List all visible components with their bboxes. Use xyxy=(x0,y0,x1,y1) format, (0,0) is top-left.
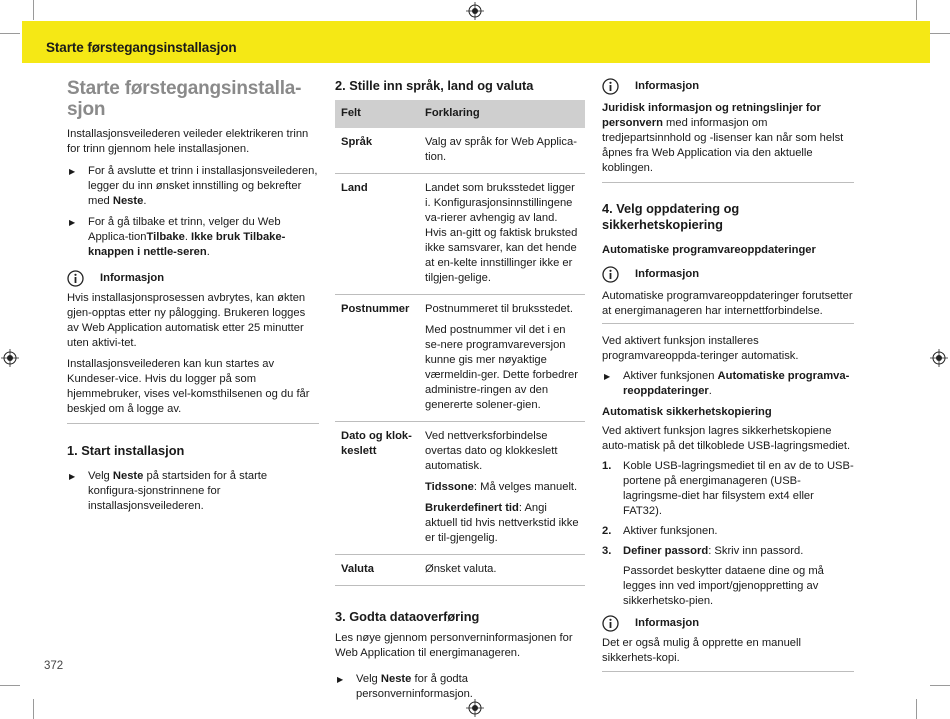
crop-mark xyxy=(33,699,34,719)
info-text: Det er også mulig å opprette en manuell sikkerhets-kopi. xyxy=(602,637,802,664)
bullet-triangle-icon: ▶ xyxy=(69,472,76,481)
registration-mark-icon xyxy=(1,349,19,367)
divider xyxy=(602,323,854,324)
column-middle xyxy=(335,78,585,708)
section-heading: 3. Godta dataoverføring xyxy=(335,609,480,624)
divider xyxy=(67,423,319,424)
table-cell-field: Språk xyxy=(335,128,419,174)
table-row xyxy=(335,555,585,586)
info-icon xyxy=(602,615,619,632)
bullet-item: ▶ For å gå tilbake et trinn, velger du Web Applica-tionTilbake. Ikke bruk Tilbake-knappen i nettle-seren. xyxy=(69,216,286,258)
crop-mark xyxy=(33,0,34,20)
crop-mark xyxy=(930,685,950,686)
bullet-item: ▶ Aktiver funksjonen Automatiske programva-reoppdateringer. xyxy=(604,370,850,397)
bullet-item: ▶ Velg Neste på startsiden for å starte konfigura-sjonstrinnene for installasjonsveilederen. xyxy=(69,470,268,512)
page-number: 372 xyxy=(44,660,64,672)
crop-mark xyxy=(0,685,20,686)
section-heading: 2. Stille inn språk, land og valuta xyxy=(335,78,534,93)
divider xyxy=(602,671,854,672)
info-text: Installasjonsveilederen kan kun startes av Kundeser-vice. Hvis du logger på som hjemmebruker, vises vel-komsthilsenen og du får beskjed om å logge av. xyxy=(67,358,310,415)
bullet-triangle-icon: ▶ xyxy=(337,675,344,684)
table-cell-explanation: Valg av språk for Web Applica-tion. xyxy=(419,128,585,174)
table-header-row xyxy=(335,100,585,128)
table-row xyxy=(335,174,585,295)
section-heading: 4. Velg oppdatering og sikkerhetskopiering xyxy=(602,201,740,232)
info-text: Juridisk informasjon og retningslinjer for personvern med informasjon om tredjepartsinnhold og -lisenser kan når som helst åpnes fra Web Application via den aktuelle koblingen. xyxy=(602,102,844,174)
body-text: Ved aktivert funksjon lagres sikkerhetskopiene auto-matisk på det tilkoblede USB-lagringsmediet. xyxy=(602,425,851,452)
info-header xyxy=(602,266,854,283)
divider xyxy=(602,182,854,183)
registration-mark-icon xyxy=(466,2,484,20)
running-header-title: Starte førstegangsinstallasjon xyxy=(46,40,237,55)
numbered-step: 1. Koble USB-lagringsmediet til en av de to USB-portene på energimanageren (USB-lagringsme-diet har filsystem ext4 eller FAT32). xyxy=(602,460,854,517)
bullet-triangle-icon: ▶ xyxy=(69,218,76,227)
info-icon xyxy=(602,78,619,95)
table-cell-field: Land xyxy=(335,174,419,295)
info-icon xyxy=(602,266,619,283)
info-label: Informasjon xyxy=(635,617,700,629)
subsection-heading: Automatisk sikkerhetskopiering xyxy=(602,406,772,418)
info-header xyxy=(67,270,319,287)
info-icon xyxy=(67,270,84,287)
table-cell-field: Postnummer xyxy=(335,295,419,422)
step-note: Passordet beskytter dataene dine og må legges inn ved import/gjenoppretting av sikkerhetsko-pien. xyxy=(623,565,824,607)
numbered-step: 3. Definer passord: Skriv inn passord. xyxy=(602,545,804,557)
table-cell-explanation: Postnummeret til bruksstedet. Med postnummer vil det i en se-nere programvareversjon kunne gis mer nøyaktige værmeldin-ger. Dette forbedrer administre-ringen av den genererte solener-gien. xyxy=(419,295,585,422)
crop-mark xyxy=(930,33,950,34)
body-text: Les nøye gjennom personverninformasjonen for Web Application til energimanageren. xyxy=(335,632,573,659)
table-row xyxy=(335,128,585,174)
info-header xyxy=(602,78,854,95)
info-header xyxy=(602,615,854,632)
body-text: Ved aktivert funksjon installeres programvareoppda-teringer automatisk. xyxy=(602,335,799,362)
subsection-heading: Automatiske programvareoppdateringer xyxy=(602,244,816,256)
section-heading: 1. Start installasjon xyxy=(67,443,185,458)
registration-mark-icon xyxy=(930,349,948,367)
column-right xyxy=(602,78,854,672)
table-cell-field: Valuta xyxy=(335,555,419,586)
crop-mark xyxy=(916,0,917,20)
column-left xyxy=(67,78,319,520)
settings-table xyxy=(335,100,585,586)
bullet-item: ▶ Velg Neste for å godta personverninformasjon. xyxy=(337,673,473,700)
bullet-triangle-icon: ▶ xyxy=(604,372,611,381)
info-text: Automatiske programvareoppdateringer forutsetter at energimanageren har internettforbindelse. xyxy=(602,290,853,317)
table-cell-explanation: Ved nettverksforbindelse overtas dato og klokkeslett automatisk. Tidssone: Må velges manuelt. Brukerdefinert tid: Angi aktuell tid hvis nettverkstid ikke er til-gjengelig. xyxy=(419,422,585,555)
numbered-step: 2. Aktiver funksjonen. xyxy=(602,525,718,537)
info-text: Hvis installasjonsprosessen avbrytes, kan økten gjen-opptas etter ny pålogging. Brukeren logges av Web Application automatisk etter 25 minutter uten aktivi-tet. xyxy=(67,292,306,349)
table-cell-explanation: Landet som bruksstedet ligger i. Konfigurasjonsinnstillingene va-rierer avhengig av land. Hvis an-gitt og faktisk bruksted ikke samsvarer, kan det hende at en-kelte innstillinger ikke er tilgjen-gelige. xyxy=(419,174,585,295)
info-label: Informasjon xyxy=(635,268,700,280)
table-row xyxy=(335,295,585,422)
bullet-item: ▶ For å avslutte et trinn i installasjonsveilederen, legger du inn ønsket innstilling og bekrefter med Neste. xyxy=(69,165,318,207)
table-header-cell: Felt xyxy=(335,100,419,128)
table-cell-field: Dato og klok-keslett xyxy=(335,422,419,555)
info-label: Informasjon xyxy=(100,272,165,284)
table-row xyxy=(335,422,585,555)
info-label: Informasjon xyxy=(635,80,700,92)
bullet-triangle-icon: ▶ xyxy=(69,167,76,176)
page-title: Starte førstegangsinstalla- sjon xyxy=(67,78,302,120)
intro-text: Installasjonsveilederen veileder elektrikeren trinn for trinn gjennom hele installasjonen. xyxy=(67,128,309,155)
crop-mark xyxy=(916,699,917,719)
table-cell-explanation: Ønsket valuta. xyxy=(419,555,585,586)
crop-mark xyxy=(0,33,20,34)
table-header-cell: Forklaring xyxy=(419,100,585,128)
